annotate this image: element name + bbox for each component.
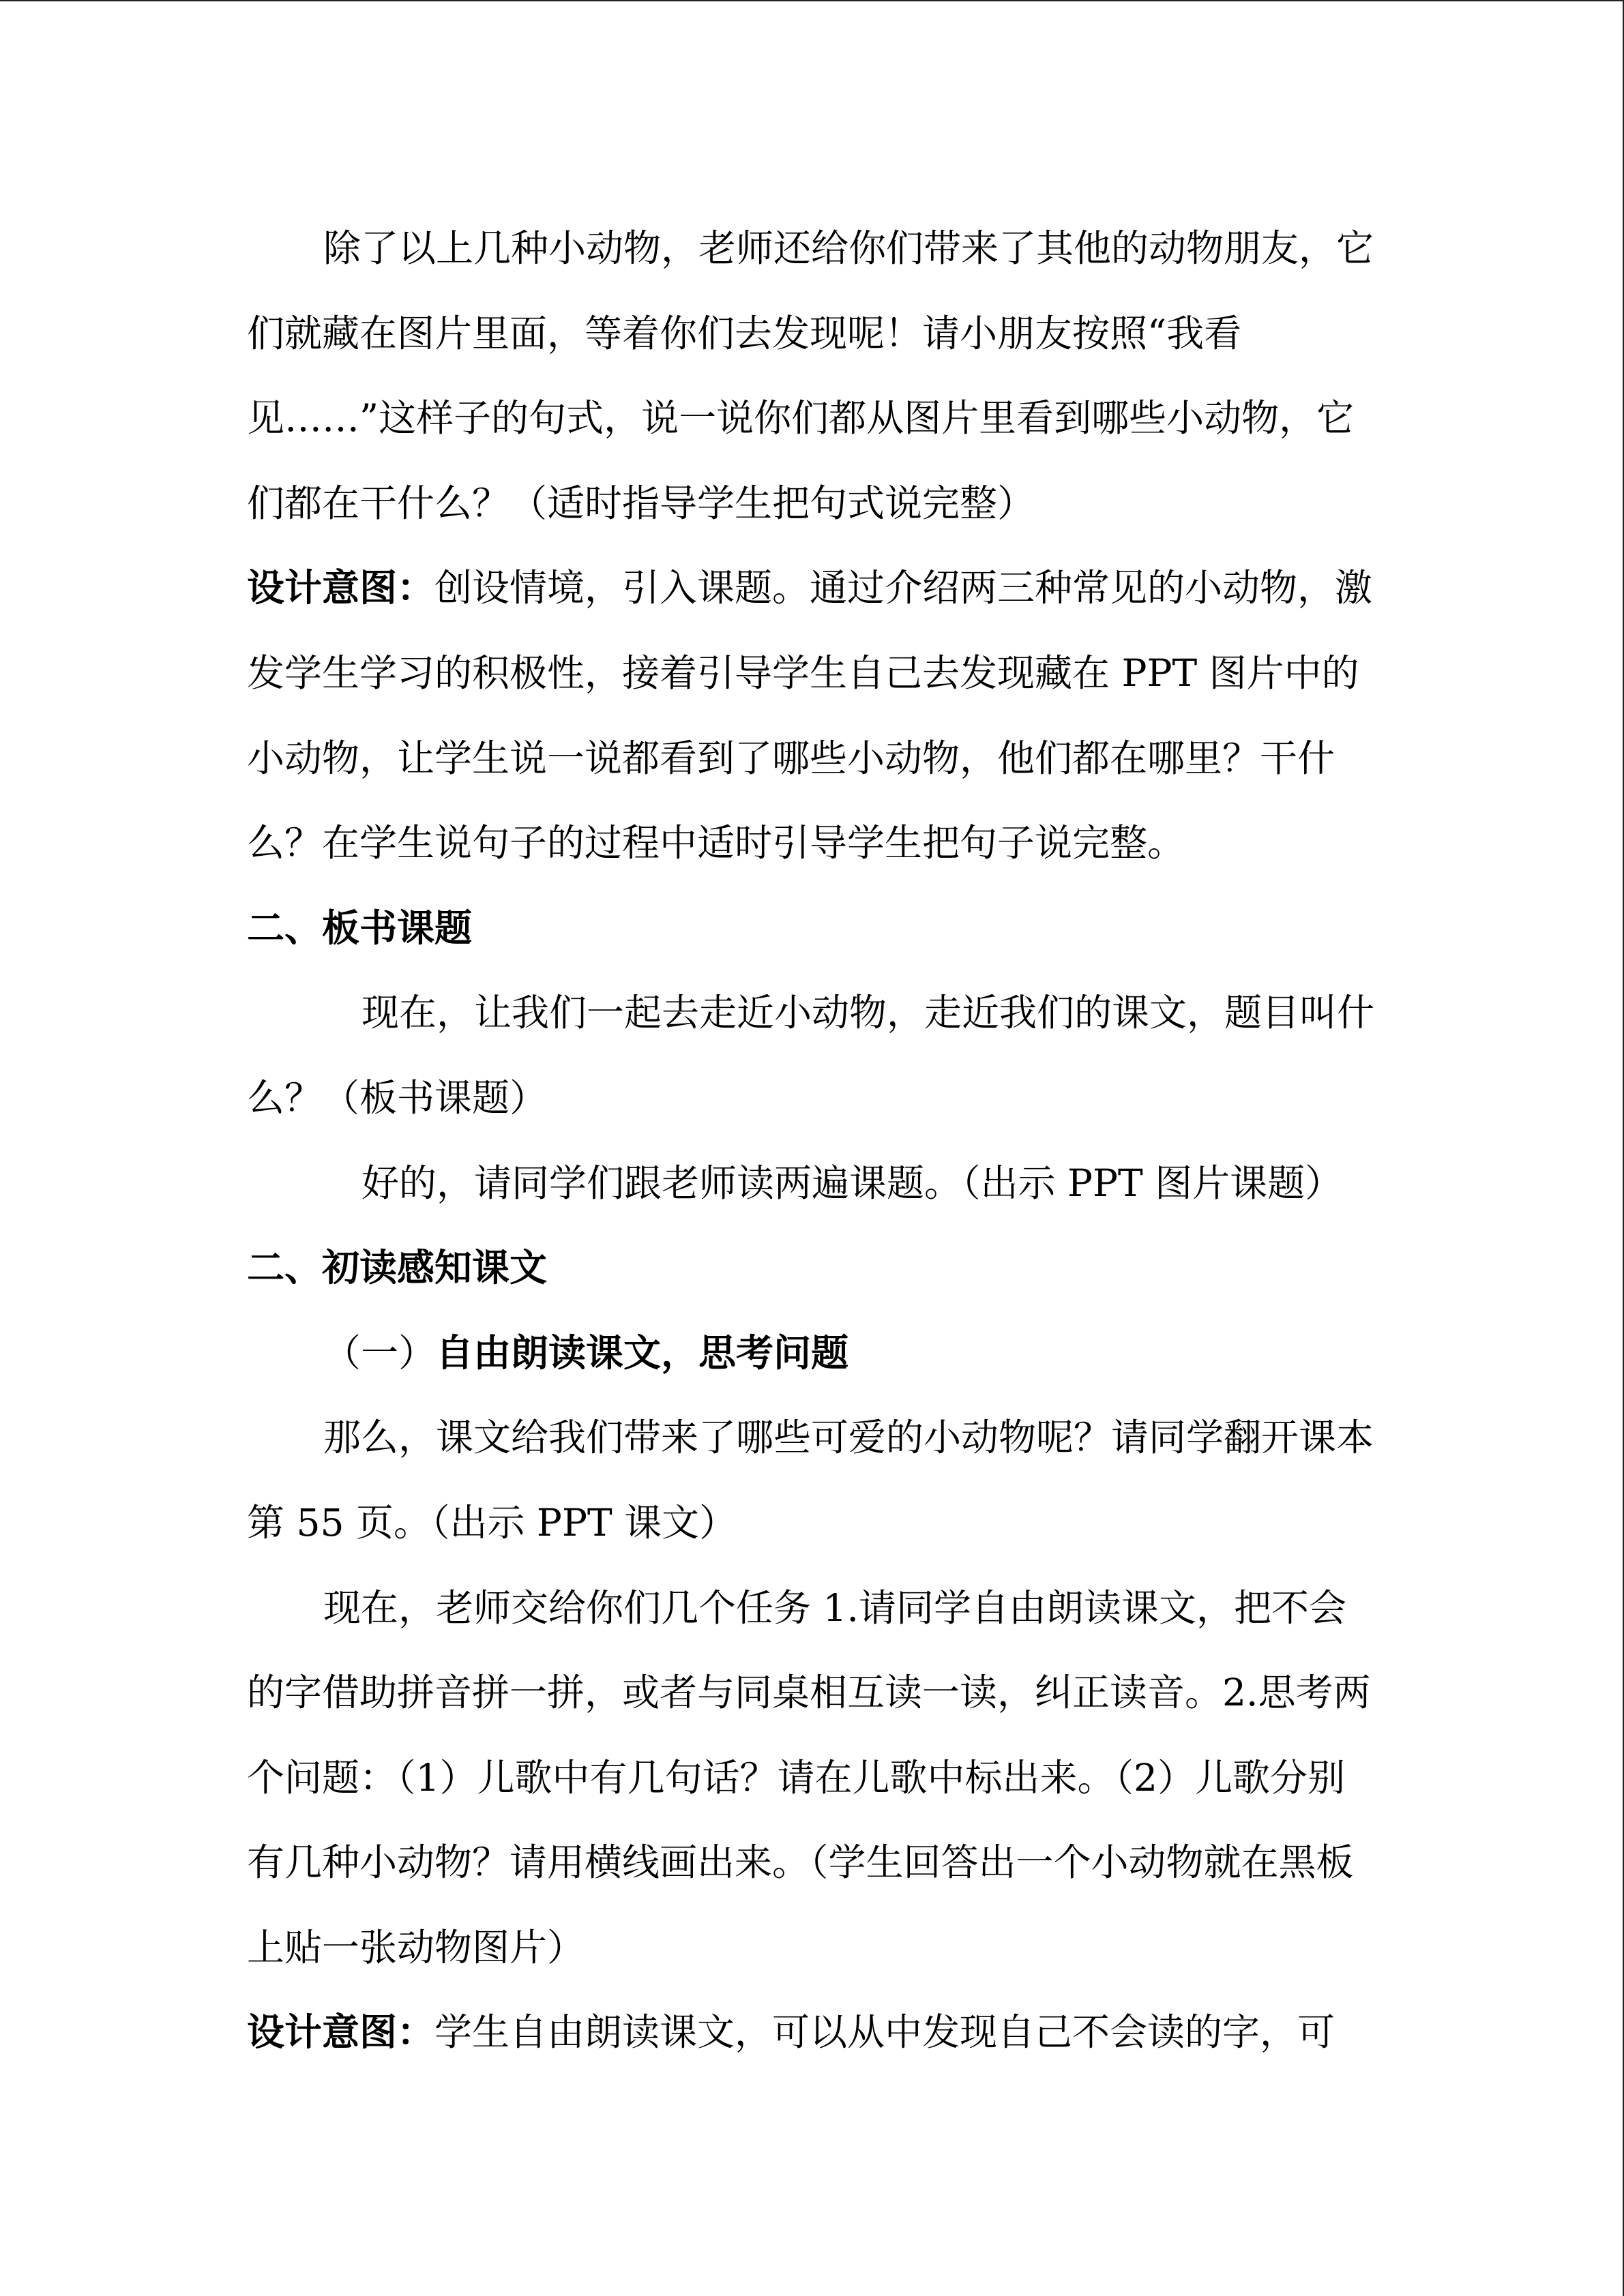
section-heading-board-title: 二、板书课题 (247, 905, 473, 950)
design-intent-paragraph-2 (247, 1990, 1379, 2075)
design-intent-label: 设计意图： (247, 565, 435, 610)
section-heading-first-reading: 二、初读感知课文 (247, 1245, 548, 1290)
subsection-heading-free-reading (247, 1311, 1379, 1396)
paragraph-read-title: 好的，请同学们跟老师读两遍课题。（出示 PPT 图片课题） (361, 1161, 1343, 1205)
paragraph-open-textbook: 那么，课文给我们带来了哪些可爱的小动物呢？请同学翻开课本第 55 页。（出示 PPT 课文） (247, 1416, 1374, 1545)
design-intent-paragraph-1 (247, 546, 1379, 885)
design-intent-text: 创设情境，引入课题。通过介绍两三种常见的小动物，激发学生学习的积极性，接着引导学生自己去发现藏在 PPT 图片中的小动物，让学生说一说都看到了哪些小动物，他们都在哪里？干什么？在学生说句子的过程中适时引导学生把句子说完整。 (247, 566, 1373, 865)
paragraph-approach-animals: 现在，让我们一起去走近小动物，走近我们的课文，题目叫什么？（板书课题） (247, 991, 1375, 1120)
design-intent-label: 设计意图： (247, 2010, 435, 2055)
document-body (247, 206, 1379, 2075)
subsection-title: 自由朗读课文，思考问题 (436, 1330, 849, 1375)
subsection-number: （一） (323, 1330, 437, 1375)
design-intent-text: 学生自由朗读课文，可以从中发现自己不会读的字，可 (434, 2010, 1335, 2055)
paragraph-tasks: 现在，老师交给你们几个任务 1.请同学自由朗读课文，把不会的字借助拼音拼一拼，或者与同桌相互读一读，纠正读音。2.思考两个问题：（1）儿歌中有几句话？请在儿歌中标出来。（2）儿歌分别有几种小动物？请用横线画出来。（学生回答出一个小动物就在黑板上贴一张动物图片） (247, 1585, 1371, 1969)
paragraph-hidden-animals: 除了以上几种小动物，老师还给你们带来了其他的动物朋友，它们就藏在图片里面，等着你们去发现呢！请小朋友按照“我看见……”这样子的句式，说一说你们都从图片里看到哪些小动物，它们都在干什么？（适时指导学生把句式说完整） (247, 226, 1374, 525)
